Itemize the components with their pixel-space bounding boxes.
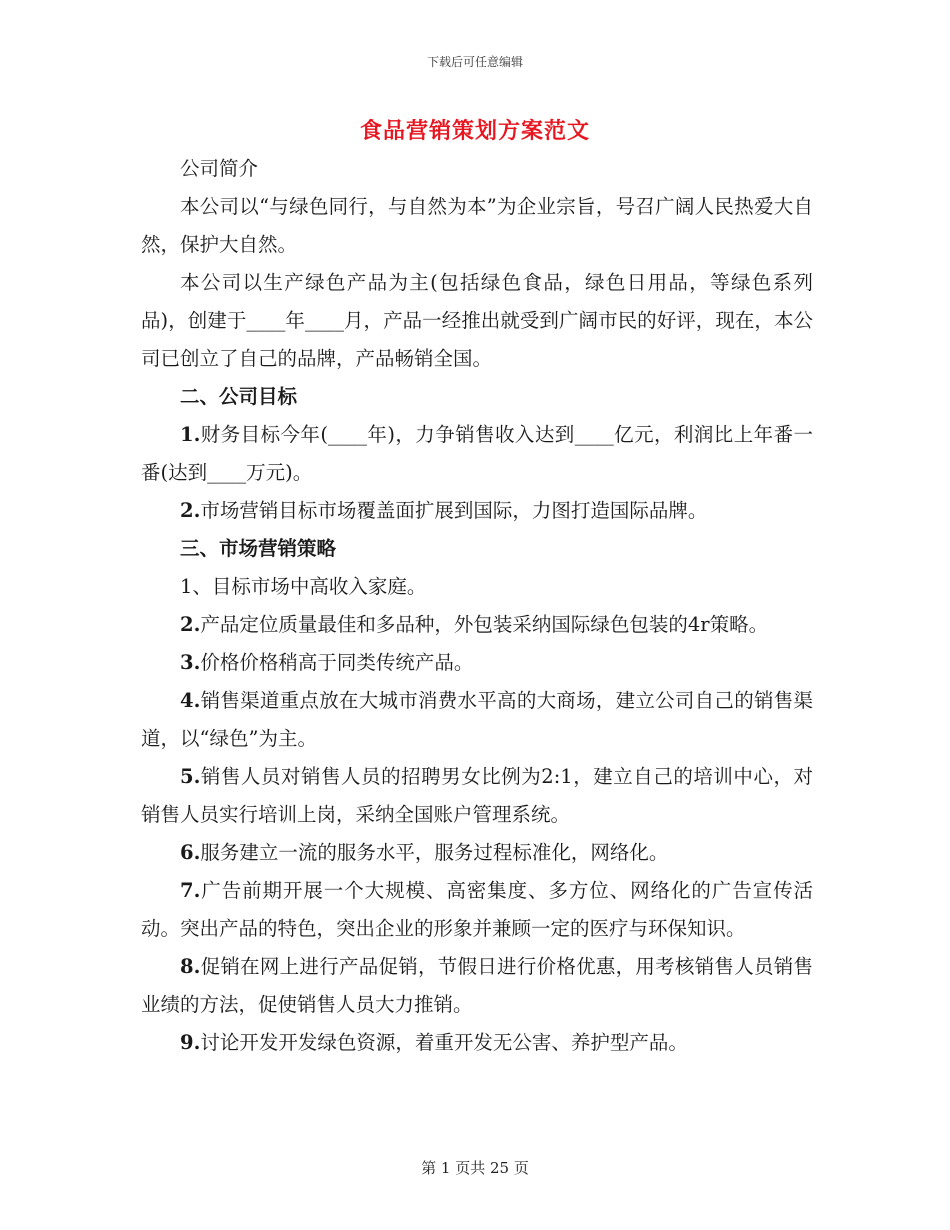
strategy-item: [141, 758, 813, 834]
document-title: 食品营销策划方案范文: [359, 118, 590, 144]
item-text: 服务建立一流的服务水平，服务过程标准化，网络化。: [200, 841, 669, 864]
item-number: 4.: [180, 689, 201, 712]
strategy-item: [141, 948, 813, 1024]
item-number: 2.: [180, 613, 201, 636]
page-header-note: 下载后可任意编辑: [426, 55, 523, 69]
item-text: 财务目标今年(____年)，力争销售收入达到____亿元，利润比上年番一番(达到____万元)。: [141, 423, 813, 484]
intro-paragraph-1: 本公司以“与绿色同行，与自然为本”为企业宗旨，号召广阔人民热爱大自然，保护大自然。: [141, 195, 813, 256]
strategy-item: 1、目标市场中高收入家庭。: [180, 575, 427, 598]
strategy-item: [141, 682, 813, 758]
item-text: 广告前期开展一个大规模、高密集度、多方位、网络化的广告宣传活动。突出产品的特色，突出企业的形象并兼顾一定的医疗与环保知识。: [141, 879, 813, 940]
strategy-item: [141, 834, 813, 872]
item-number: 9.: [180, 1031, 201, 1054]
item-text: 销售人员对销售人员的招聘男女比例为2:1，建立自己的培训中心，对销售人员实行培训上岗，采纳全国账户管理系统。: [141, 765, 813, 826]
item-text: 促销在网上进行产品促销，节假日进行价格优惠，用考核销售人员销售业绩的方法，促使销售人员大力推销。: [141, 955, 813, 1016]
section-strategy-heading: 三、市场营销策略: [180, 537, 337, 560]
item-number: 7.: [180, 879, 201, 902]
section-goals-heading: 二、公司目标: [180, 385, 298, 408]
item-number: 2.: [180, 499, 201, 522]
item-text: 价格价格稍高于同类传统产品。: [200, 651, 474, 674]
goals-item: [141, 492, 813, 530]
goals-item: [141, 416, 813, 492]
item-number: 5.: [180, 765, 201, 788]
strategy-item: [141, 1024, 813, 1062]
strategy-item: [141, 606, 813, 644]
item-number: 3.: [180, 651, 201, 674]
intro-paragraph-2: 本公司以生产绿色产品为主(包括绿色食品，绿色日用品，等绿色系列品)，创建于____年____月，产品一经推出就受到广阔市民的好评，现在，本公司已创立了自己的品牌，产品畅销全国。: [141, 271, 813, 370]
item-number: 6.: [180, 841, 201, 864]
item-text: 讨论开发开发绿色资源，着重开发无公害、养护型产品。: [200, 1031, 688, 1054]
item-text: 产品定位质量最佳和多品种，外包装采纳国际绿色包装的4r策略。: [200, 613, 769, 636]
section-intro-heading: 公司简介: [180, 157, 259, 180]
item-number: 8.: [180, 955, 201, 978]
strategy-item: [141, 644, 813, 682]
document-body: [141, 150, 813, 1062]
page-number-footer: 第 1 页共 25 页: [421, 1159, 529, 1177]
item-number: 1.: [180, 423, 201, 446]
strategy-item: [141, 872, 813, 948]
item-text: 市场营销目标市场覆盖面扩展到国际，力图打造国际品牌。: [200, 499, 708, 522]
item-text: 销售渠道重点放在大城市消费水平高的大商场，建立公司自己的销售渠道，以“绿色”为主。: [141, 689, 813, 750]
